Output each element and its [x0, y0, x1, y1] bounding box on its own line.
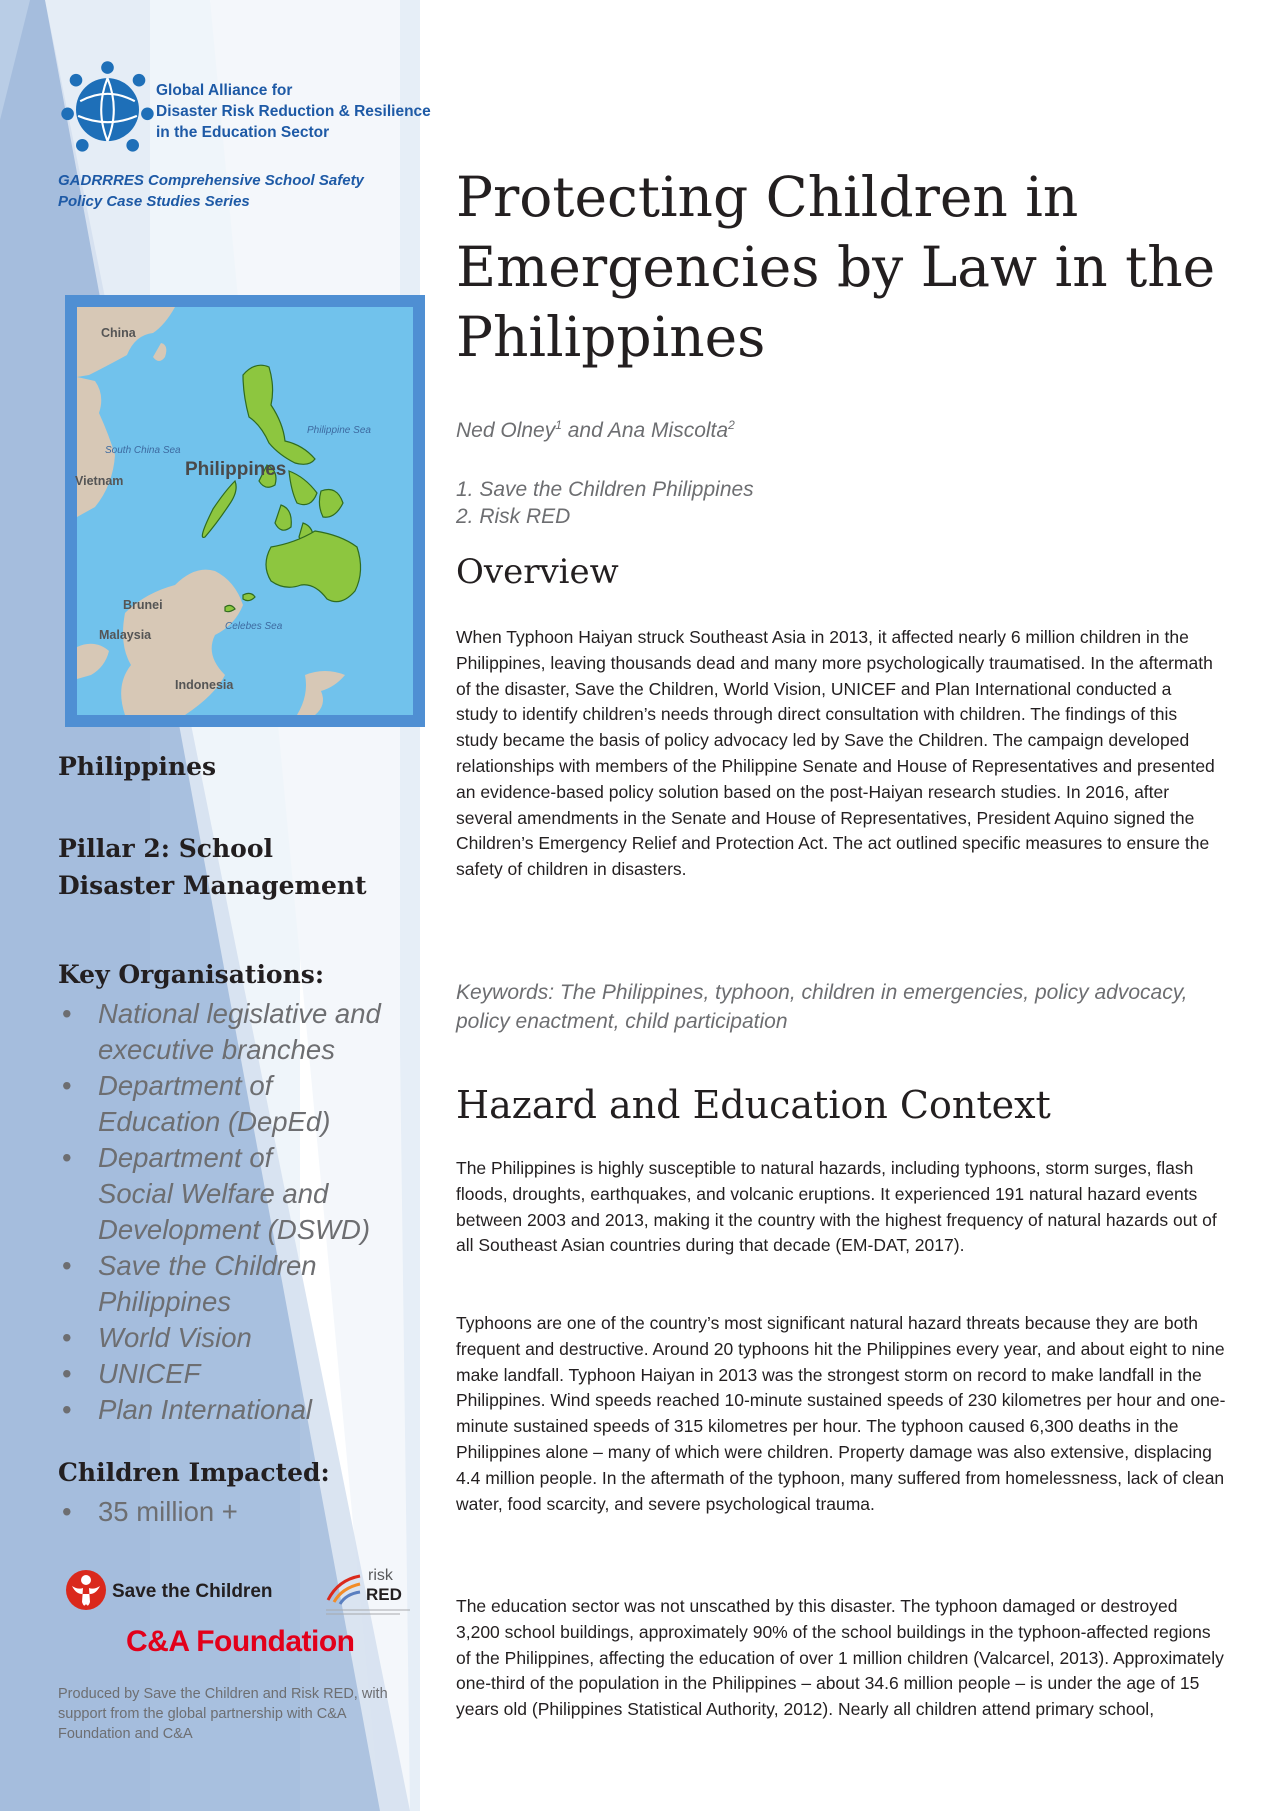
author-1: Ned Olney [456, 419, 556, 442]
map-label-celebes-sea: Celebes Sea [225, 621, 283, 632]
gadrrres-globe-logo [55, 55, 160, 160]
save-the-children-wordmark: Save the Children [112, 1581, 273, 1602]
map-label-malaysia: Malaysia [99, 628, 152, 642]
children-impacted-heading: Children Impacted: [58, 1458, 330, 1487]
org-line: • World Vision [98, 1322, 252, 1353]
org-name-line-3: in the Education Sector [156, 124, 330, 141]
list-item [58, 1068, 418, 1140]
hazard-context-heading: Hazard and Education Context [456, 1083, 1051, 1127]
org-line: Development (DSWD) [98, 1214, 371, 1245]
map-label-vietnam: Vietnam [75, 474, 124, 488]
org-line: executive branches [98, 1034, 335, 1065]
produced-by-note: Produced by Save the Children and Risk RED, with support from the global partnership with C&A Foundation and C&A [58, 1686, 388, 1742]
hazard-paragraph-2: Typhoons are one of the country’s most significant natural hazard threats because they are both frequent and destructive. Around 20 typhoons hit the Philippines every year, and about eight to nine make landfall. Typhoon Haiyan in 2013 was the strongest storm on record to make landfall in the Philippines. Wind speeds reached 10-minute sustained speeds of 230 kilometres per hour and one-minute sustained speeds of 315 kilometres per hour. The typhoon caused 6,300 deaths in the Philippines alone – many of which were children. Property damage was also extensive, displacing 4.4 million people. In the aftermath of the typhoon, many suffered from homelessness, lack of clean water, food scarcity, and severe psychological trauma. [456, 1313, 1226, 1514]
risk-red-logo [320, 1560, 416, 1624]
org-line: • Plan International [98, 1394, 313, 1425]
affiliations [456, 476, 754, 530]
author-connector: and [561, 419, 608, 442]
authors [456, 418, 735, 443]
map-label-china: China [101, 326, 136, 340]
org-line: Philippines [98, 1286, 232, 1317]
series-line-1: GADRRRES Comprehensive School Safety [58, 172, 364, 189]
risk-red-word-red: RED [366, 1585, 402, 1604]
country-heading: Philippines [58, 752, 217, 781]
key-organisations-list [58, 996, 418, 1428]
author-2: Ana Miscolta [607, 419, 729, 442]
key-organisations-heading: Key Organisations: [58, 960, 325, 989]
series-title [58, 170, 364, 212]
children-impacted-list [58, 1494, 398, 1530]
list-item [58, 1356, 418, 1392]
map-label-indonesia: Indonesia [175, 678, 234, 692]
org-line: • Save the Children [98, 1250, 317, 1281]
list-item [58, 1392, 418, 1428]
list-item [58, 1320, 418, 1356]
risk-red-word-risk: risk [368, 1567, 393, 1584]
list-item [58, 1248, 418, 1320]
author-2-affiliation-mark: 2 [728, 418, 735, 432]
org-line: • Department of [98, 1070, 273, 1101]
list-item [58, 1140, 418, 1248]
org-line: Education (DepEd) [98, 1106, 331, 1137]
list-item [58, 996, 418, 1068]
org-line: • UNICEF [98, 1358, 201, 1389]
pillar-line-2: Disaster Management [58, 871, 367, 900]
page-title: Protecting Children in Emergencies by Law in the Philippines [456, 165, 1216, 369]
org-line: Social Welfare and [98, 1178, 329, 1209]
save-the-children-logo [64, 1568, 284, 1612]
map-label-philippines: Philippines [185, 459, 287, 480]
ca-foundation-logo: C&A Foundation [126, 1625, 355, 1658]
overview-heading: Overview [456, 552, 619, 592]
affiliation-2: 2. Risk RED [456, 505, 571, 528]
hazard-paragraph-1: The Philippines is highly susceptible to natural hazards, including typhoons, storm surges, flash floods, droughts, earthquakes, and volcanic eruptions. It experienced 191 natural hazard events between 2003 and 2013, making it the country with the highest frequency of natural hazards out of all Southeast Asian countries during that decade (EM-DAT, 2017). [456, 1158, 1217, 1256]
map-label-philippine-sea: Philippine Sea [307, 425, 371, 436]
hazard-paragraph-3: The education sector was not unscathed by this disaster. The typhoon damaged or destroyed 3,200 school buildings, approximately 90% of the school buildings in the typhoon-affected regions of the Philippines, affecting the education of over 1 million children (Valcarcel, 2013). Approximately one-third of the population in the Philippines – about 34.6 million people – is under the age of 15 years old (Philippines Statistical Authority, 2012). Nearly all children attend primary school, [456, 1596, 1224, 1720]
gadrrres-name [156, 80, 431, 143]
keywords: Keywords: The Philippines, typhoon, children in emergencies, policy advocacy, policy enactment, child participation [456, 981, 1188, 1033]
org-name-line-1: Global Alliance for [156, 82, 293, 99]
map-label-brunei: Brunei [123, 598, 163, 612]
org-line: • National legislative and [98, 998, 381, 1029]
pillar-line-1: Pillar 2: School [58, 834, 273, 863]
org-line: • Department of [98, 1142, 273, 1173]
org-name-line-2: Disaster Risk Reduction & Resilience [156, 103, 431, 120]
overview-paragraph: When Typhoon Haiyan struck Southeast Asia in 2013, it affected nearly 6 million children in the Philippines, leaving thousands dead and many more psychologically traumatised. In the aftermath of the disaster, Save the Children, World Vision, UNICEF and Plan International conducted a study to identify children’s needs through direct consultation with children. The findings of this study became the basis of policy advocacy led by Save the Children. The campaign developed relationships with members of the Philippine Senate and House of Representatives and presented an evidence-based policy solution based on the post-Haiyan research studies. In 2016, after several amendments in the Senate and House of Representatives, President Aquino signed the Children’s Emergency Relief and Protection Act. The act outlined specific measures to ensure the safety of children in disasters. [456, 627, 1215, 880]
map-label-south-china-sea: South China Sea [105, 445, 181, 456]
pillar-heading [58, 830, 367, 904]
philippines-map [65, 295, 425, 727]
affiliation-1: 1. Save the Children Philippines [456, 478, 754, 501]
series-line-2: Policy Case Studies Series [58, 193, 250, 210]
impact-value: • 35 million + [58, 1494, 398, 1530]
author-1-affiliation-mark: 1 [555, 418, 562, 432]
